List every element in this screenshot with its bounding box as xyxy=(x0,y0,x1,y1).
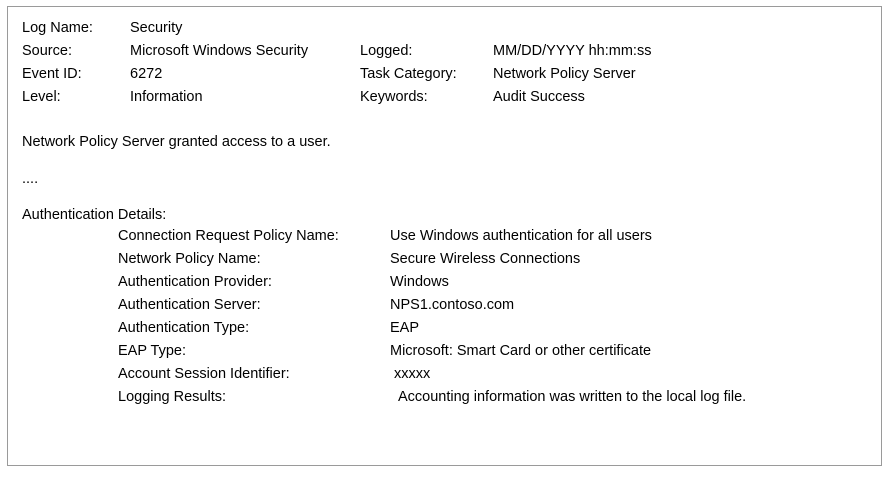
detail-row xyxy=(22,229,867,252)
detail-row xyxy=(22,321,867,344)
event-header-row xyxy=(22,44,867,67)
logging-results-label: Logging Results: xyxy=(118,388,227,405)
connection-request-policy-name-value: Use Windows authentication for all users xyxy=(390,227,652,244)
authentication-server-value: NPS1.contoso.com xyxy=(390,296,515,313)
task-category-label: Task Category: xyxy=(360,66,457,82)
event-header-fields xyxy=(22,21,867,113)
detail-row xyxy=(22,298,867,321)
connection-request-policy-name-label: Connection Request Policy Name: xyxy=(118,227,339,244)
event-log-card xyxy=(7,6,882,466)
network-policy-name-value: Secure Wireless Connections xyxy=(390,250,581,267)
detail-row xyxy=(22,275,867,298)
logging-results-value: Accounting information was written to the local log file. xyxy=(398,388,747,405)
authentication-details-list xyxy=(22,229,867,413)
task-category-value: Network Policy Server xyxy=(493,66,636,82)
event-header-row xyxy=(22,90,867,113)
detail-row xyxy=(22,390,867,413)
event-id-value: 6272 xyxy=(130,66,163,82)
source-label: Source: xyxy=(22,43,72,59)
authentication-details-title: Authentication Details: xyxy=(22,207,167,223)
event-log-content xyxy=(8,7,881,413)
keywords-label: Keywords: xyxy=(360,89,428,105)
logged-value: MM/DD/YYYY hh:mm:ss xyxy=(493,43,652,59)
network-policy-name-label: Network Policy Name: xyxy=(118,250,261,267)
authentication-provider-value: Windows xyxy=(390,273,449,290)
level-value: Information xyxy=(130,89,203,105)
authentication-type-label: Authentication Type: xyxy=(118,319,250,336)
eap-type-value: Microsoft: Smart Card or other certificate xyxy=(390,342,652,359)
authentication-provider-label: Authentication Provider: xyxy=(118,273,272,290)
event-truncation-ellipsis: .... xyxy=(22,170,39,187)
event-description: Network Policy Server granted access to a user. xyxy=(22,134,331,150)
log-name-value: Security xyxy=(130,20,183,36)
logged-label: Logged: xyxy=(360,43,413,59)
event-header-row xyxy=(22,67,867,90)
eap-type-label: EAP Type: xyxy=(118,342,186,359)
detail-row xyxy=(22,344,867,367)
event-header-row xyxy=(22,21,867,44)
detail-row xyxy=(22,252,867,275)
account-session-identifier-label: Account Session Identifier: xyxy=(118,365,290,382)
event-id-label: Event ID: xyxy=(22,66,82,82)
level-label: Level: xyxy=(22,89,61,105)
log-name-label: Log Name: xyxy=(22,20,93,36)
detail-row xyxy=(22,367,867,390)
source-value: Microsoft Windows Security xyxy=(130,43,309,59)
keywords-value: Audit Success xyxy=(493,89,585,105)
account-session-identifier-value: xxxxx xyxy=(394,365,431,382)
authentication-server-label: Authentication Server: xyxy=(118,296,261,313)
authentication-type-value: EAP xyxy=(390,319,420,336)
